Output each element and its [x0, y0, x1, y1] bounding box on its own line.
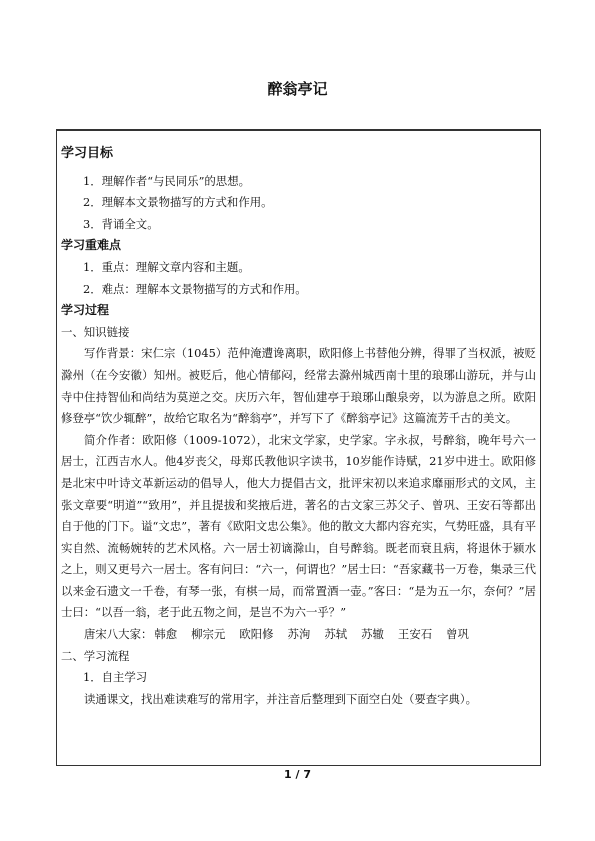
content-table: [56, 129, 541, 766]
key-point-item: 1．重点：理解文章内容和主题。: [83, 259, 250, 274]
key-points-heading: 学习重难点: [61, 238, 122, 253]
master-name: 柳宗元: [191, 627, 226, 642]
self-study-instruction: 读通课文，找出难读难写的常用字，并注音后整理到下面空白处（要查字典）。: [84, 691, 477, 706]
eight-masters-line: [61, 624, 536, 646]
process-heading: 学习过程: [61, 303, 110, 318]
self-study-title: 1．自主学习: [83, 670, 148, 685]
master-name: 王安石: [397, 627, 433, 642]
learning-process-title: 二、学习流程: [61, 648, 130, 663]
master-name: 韩愈: [154, 627, 178, 642]
goals-heading: 学习目标: [61, 146, 114, 161]
page-number: 1 / 7: [284, 768, 311, 781]
goal-item: 2．理解本文景物描写的方式和作用。: [83, 195, 273, 210]
content-body: [57, 131, 540, 710]
master-name: 苏辙: [361, 627, 384, 642]
author-paragraph: 简介作者：欧阳修（1009-1072），北宋文学家，史学家。字永叔，号醉翁，晚年号六一居士，江西吉水人。他4岁丧父，母郑氏教他识字读书，10岁能作诗赋，21岁中进士。欧阳修是北宋中叶诗文革新运动的倡导人，他大力提倡古文，批评宋初以来追求靡丽形式的文风，主张文章要“明道”“致用”，并且提拔和奖掖后进，著名的古文家三苏父子、曾巩、王安石等都出自于他的门下。谥“文忠”，著有《欧阳文忠公集》。他的散文大都内容充实，气势旺盛，具有平实自然、流畅婉转的艺术风格。六一居士初谪滁山，自号醉翁。既老而衰且病，将退休于颍水之上，则又更号六一居士。客有问曰：“六一，何谓也？”居士曰：“吾家藏书一万卷，集录三代以来金石遗文一千卷，有琴一张，有棋一局，而常置酒一壶。”客曰：“是为五一尔，奈何？”居士曰：“以吾一翁，老于此五物之间，是岂不为六一乎？”: [61, 432, 536, 620]
master-name: 苏洵: [287, 627, 311, 642]
goal-item: 1．理解作者“与民同乐”的思想。: [83, 173, 250, 188]
master-name: 欧阳修: [239, 627, 274, 642]
knowledge-link-title: 一、知识链接: [61, 324, 130, 339]
master-name: 曾巩: [446, 627, 469, 642]
master-name: 苏轼: [324, 627, 348, 642]
background-paragraph: 写作背景：宋仁宗（1045）范仲淹遭谗离职，欧阳修上书替他分辨，得罪了当权派，被贬滁州（在今安徽）知州。被贬后，他心情郁闷，经常去滁州城西南十里的琅琊山游玩，并与山寺中住持智仙和尚结为莫逆之交。庆历六年，智仙建亭于琅琊山酿泉旁，以为游息之所。欧阳修登亭“饮少辄醉”，故给它取名为“醉翁亭”，并写下了《醉翁亭记》这篇流芳千古的美文。: [61, 346, 536, 426]
key-point-item: 2．难点：理解本文景物描写的方式和作用。: [83, 281, 307, 296]
eight-masters-label: 唐宋八大家：: [84, 627, 153, 642]
goal-item: 3．背诵全文。: [83, 216, 159, 231]
document-title: 醉翁亭记: [267, 80, 328, 98]
